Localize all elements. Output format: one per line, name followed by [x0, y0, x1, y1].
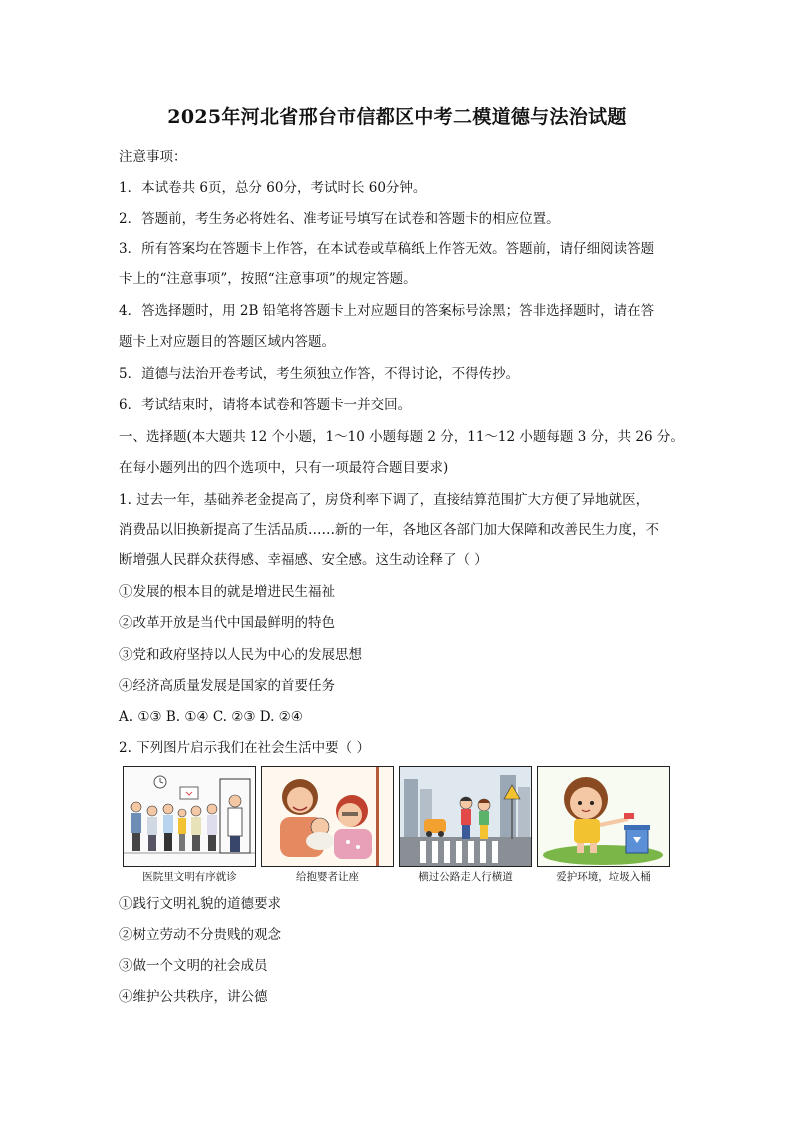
question-2-option: ④维护公共秩序，讲公德 [119, 989, 268, 1005]
notice-item: 4．答选择题时，用 2B 铅笔将答题卡上对应题目的答案标号涂黑；答非选择题时，请在答 [119, 303, 655, 319]
image-card-hospital [123, 766, 256, 886]
image-caption: 给抱婴者让座 [296, 871, 359, 883]
question-2-option: ②树立劳动不分贵贱的观念 [119, 927, 281, 943]
page-title: 2025年河北省邢台市信都区中考二模道德与法治试题 [167, 106, 627, 128]
question-1-option: ①发展的根本目的就是增进民生福祉 [119, 584, 335, 600]
notice-heading: 注意事项： [119, 149, 187, 165]
section-heading: 在每小题列出的四个选项中，只有一项最符合题目要求) [119, 460, 449, 476]
question-2-stem: 2. 下列图片启示我们在社会生活中要（ ） [119, 740, 370, 756]
question-2-option: ③做一个文明的社会成员 [119, 958, 268, 974]
notice-item: 1．本试卷共 6页，总分 60分，考试时长 60分钟。 [119, 180, 427, 196]
question-1-option: ②改革开放是当代中国最鲜明的特色 [119, 615, 335, 631]
notice-item: 3．所有答案均在答题卡上作答，在本试卷或草稿纸上作答无效。答题前，请仔细阅读答题 [119, 241, 655, 257]
question-1-stem: 消费品以旧换新提高了生活品质……新的一年，各地区各部门加大保障和改善民生力度，不 [119, 522, 659, 538]
notice-item: 2．答题前，考生务必将姓名、准考证号填写在试卷和答题卡的相应位置。 [119, 211, 560, 227]
question-1-option: ④经济高质量发展是国家的首要任务 [119, 678, 335, 694]
question-2-option: ①践行文明礼貌的道德要求 [119, 896, 281, 912]
crosswalk-illustration [399, 766, 532, 867]
image-card-environment [537, 766, 670, 886]
give-seat-illustration [261, 766, 394, 867]
notice-item: 卡上的“注意事项”，按照“注意事项”的规定答题。 [119, 271, 417, 287]
section-heading: 一、选择题(本大题共 12 个小题，1～10 小题每题 2 分，11～12 小题每题 3 分，共 26 分。 [119, 429, 684, 445]
question-1-stem: 断增强人民群众获得感、幸福感、安全感。这生动诠释了（ ） [119, 552, 488, 568]
question-2-image-strip [123, 766, 671, 886]
notice-item: 5．道德与法治开卷考试，考生须独立作答，不得讨论，不得传抄。 [119, 366, 520, 382]
notice-item: 6．考试结束时，请将本试卷和答题卡一并交回。 [119, 397, 412, 413]
image-card-seat [261, 766, 394, 886]
image-caption: 爱护环境，垃圾入桶 [556, 871, 651, 883]
hospital-queue-illustration [123, 766, 256, 867]
question-1-stem: 1. 过去一年，基础养老金提高了，房贷利率下调了，直接结算范围扩大方便了异地就医， [119, 492, 650, 508]
question-1-choices: A. ①③ B. ①④ C. ②③ D. ②④ [119, 709, 303, 725]
image-caption: 医院里文明有序就诊 [142, 871, 237, 883]
image-caption: 横过公路走人行横道 [418, 871, 513, 883]
trash-bin-illustration [537, 766, 670, 867]
image-card-crosswalk [399, 766, 532, 886]
notice-item: 题卡上对应题目的答题区域内答题。 [119, 334, 335, 350]
question-1-option: ③党和政府坚持以人民为中心的发展思想 [119, 647, 362, 663]
